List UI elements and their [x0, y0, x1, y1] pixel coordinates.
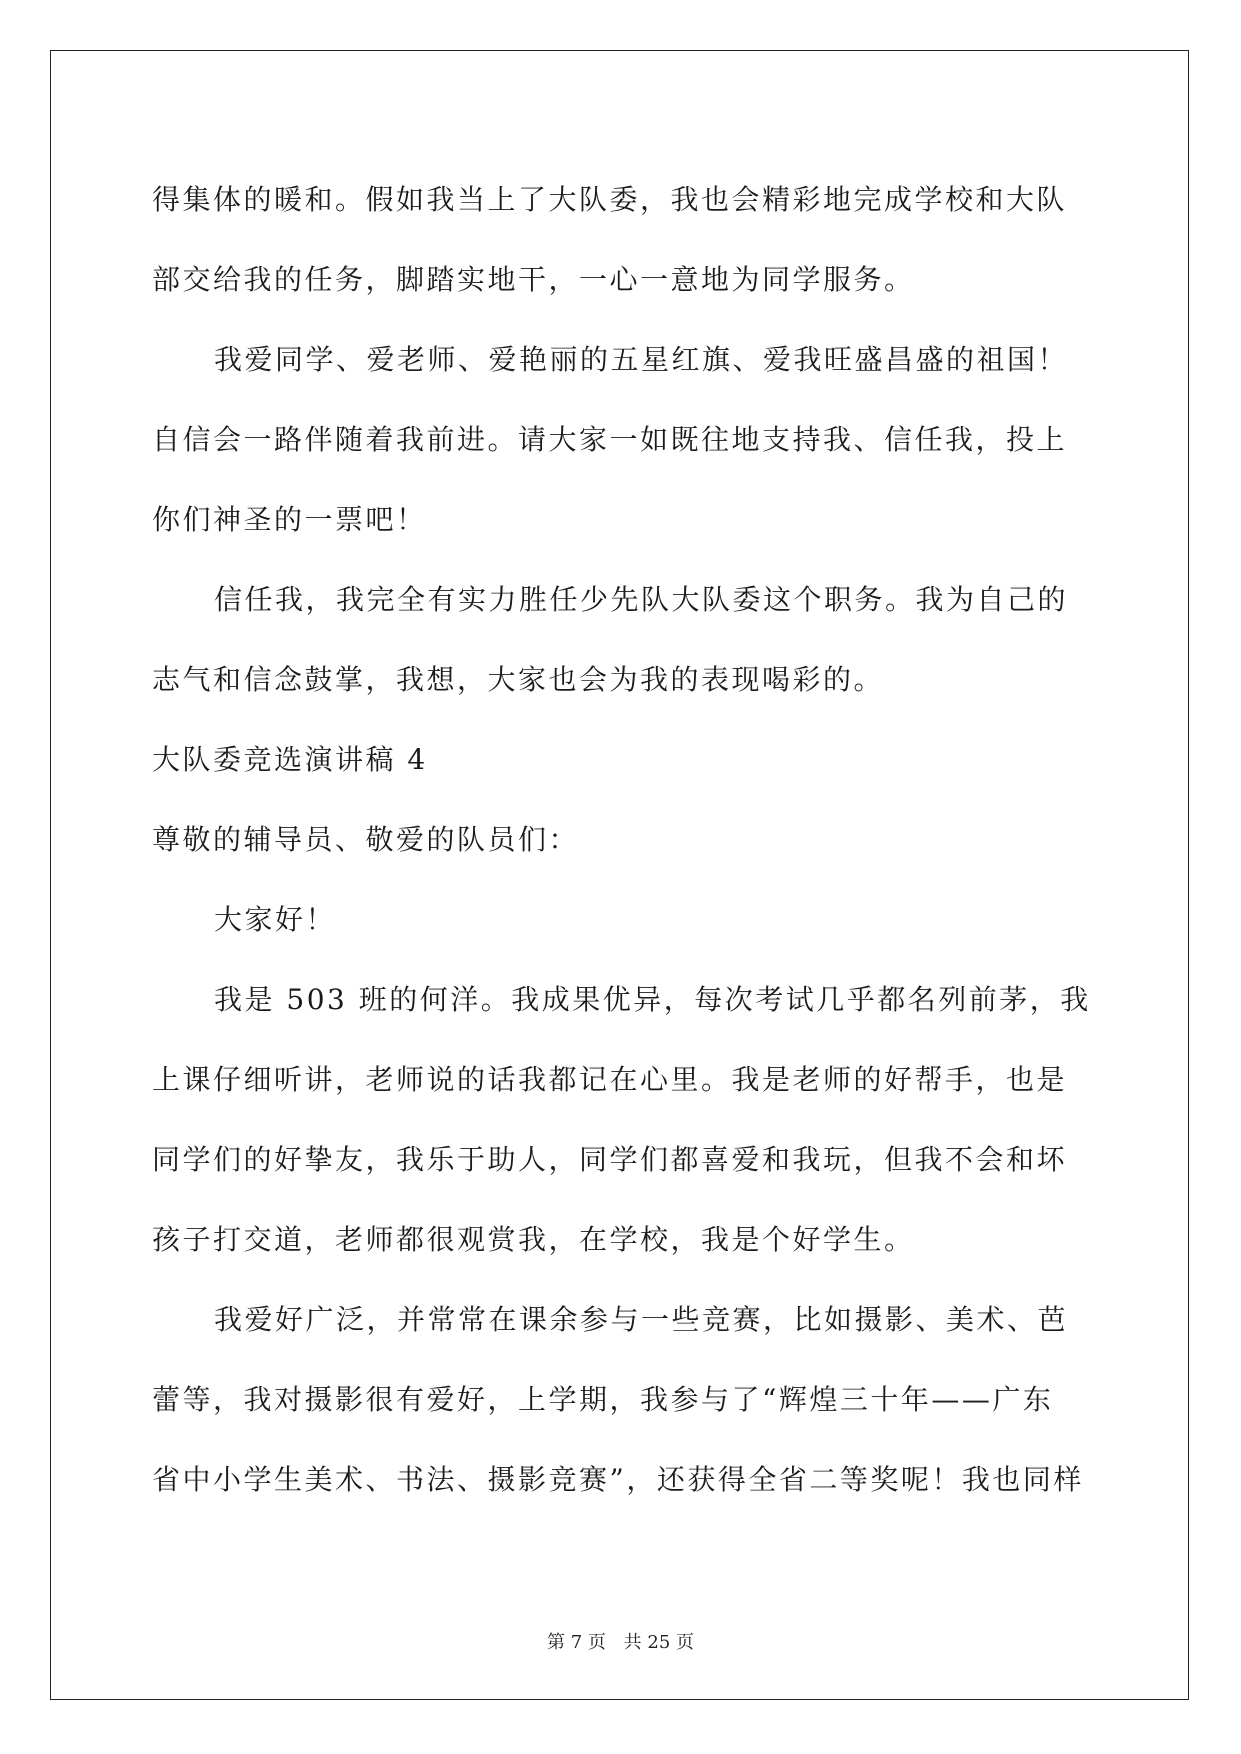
text-line: 志气和信念鼓掌，我想，大家也会为我的表现喝彩的。	[152, 663, 885, 696]
text-line: 自信会一路伴随着我前进。请大家一如既往地支持我、信任我，投上	[152, 423, 1068, 456]
page-number: 第 7 页	[547, 1632, 606, 1653]
text-line: 上课仔细听讲，老师说的话我都记在心里。我是老师的好帮手，也是	[152, 1063, 1068, 1096]
text-line: 信任我，我完全有实力胜任少先队大队委这个职务。我为自己的	[214, 583, 1069, 616]
text-line: 同学们的好挚友，我乐于助人，同学们都喜爱和我玩，但我不会和坏	[152, 1143, 1068, 1176]
page-footer	[0, 1628, 1241, 1654]
text-line: 我是 503 班的何洋。我成果优异，每次考试几乎都名列前茅，我	[214, 983, 1091, 1016]
text-line: 我爱同学、爱老师、爱艳丽的五星红旗、爱我旺盛昌盛的祖国！	[214, 343, 1069, 376]
text-line: 孩子打交道，老师都很观赏我，在学校，我是个好学生。	[152, 1223, 915, 1256]
text-line: 你们神圣的一票吧！	[152, 503, 427, 536]
text-line: 部交给我的任务，脚踏实地干，一心一意地为同学服务。	[152, 263, 915, 296]
page-total: 共 25 页	[623, 1632, 694, 1653]
text-line: 省中小学生美术、书法、摄影竞赛”，还获得全省二等奖呢！我也同样	[152, 1463, 1084, 1496]
greeting: 大家好！	[214, 903, 337, 936]
text-line: 我爱好广泛，并常常在课余参与一些竞赛，比如摄影、美术、芭	[214, 1303, 1069, 1336]
text-line: 得集体的暖和。假如我当上了大队委，我也会精彩地完成学校和大队	[152, 183, 1068, 216]
document-body	[152, 160, 1092, 1520]
section-heading: 大队委竞选演讲稿 4	[152, 743, 428, 776]
salutation: 尊敬的辅导员、敬爱的队员们：	[152, 823, 580, 856]
text-line: 蕾等，我对摄影很有爱好，上学期，我参与了“辉煌三十年——广东	[152, 1383, 1054, 1416]
